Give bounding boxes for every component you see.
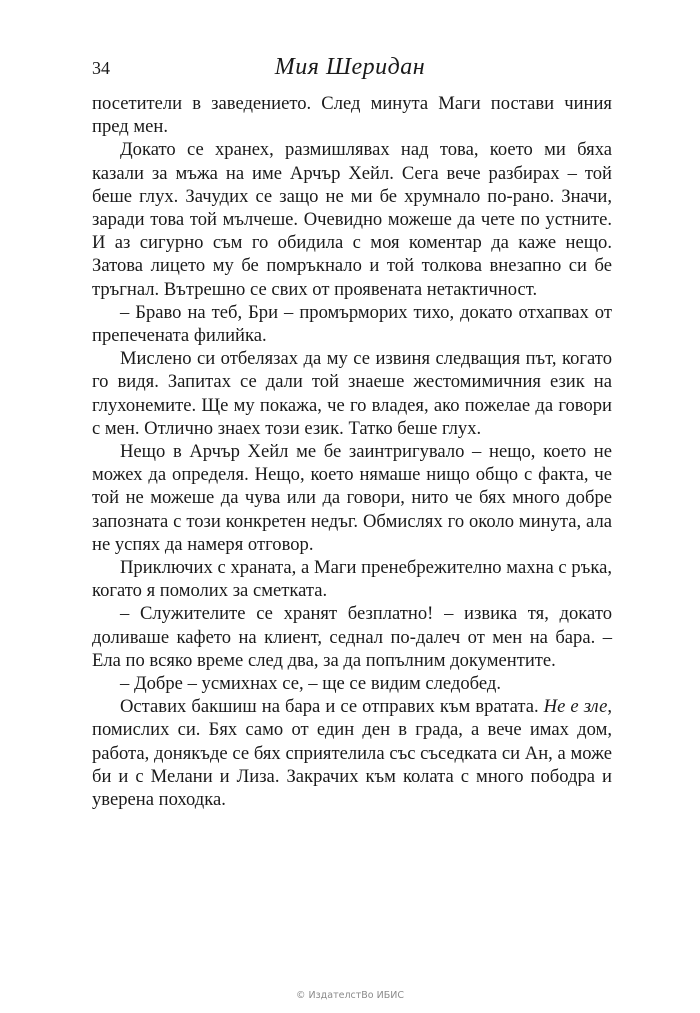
body-text bbox=[92, 92, 612, 811]
page-header bbox=[92, 54, 608, 84]
publisher-footer: © ИздателстВо ИБИС bbox=[296, 990, 404, 1001]
paragraph: Приключих с храната, а Маги пренебрежително махна с ръка, когато я помолих за сметката. bbox=[92, 557, 612, 602]
paragraph: Нещо в Арчър Хейл ме бе заинтригувало – нещо, което не можех да определя. Нещо, което нямаше нищо общо с факта, че той не можеше да чува или да говори, нито че бях много добре запозната с този конкретен недъг. Обмислях го около минута, ала не успях да намеря отговор. bbox=[92, 441, 612, 555]
page-number: 34 bbox=[92, 58, 110, 78]
paragraph: посетители в заведението. След минута Маги постави чиния пред мен. bbox=[92, 93, 612, 138]
paragraph-last bbox=[92, 695, 612, 811]
paragraph: – Браво на теб, Бри – промърморих тихо, докато отхапвах от препечената филийка. bbox=[92, 301, 612, 347]
running-head-author: Мия Шеридан bbox=[274, 54, 426, 80]
italic-phrase: Не е зле bbox=[543, 696, 608, 718]
paragraph: Мислено си отбелязах да му се извиня следващия път, когато го видя. Запитах се дали той знаеше жестомимичния език на глухонемите. Ще му покажа, че го владея, ако пожелае да говори с мен. Отлично знаех този език. Татко беше глух. bbox=[92, 348, 612, 439]
paragraph: Докато се хранех, размишлявах над това, което ми бяха казали за мъжа на име Арчър Хейл. Сега вече разбирах – той беше глух. Зачудих се защо не ми бе хрумнало по-рано. Значи, заради това той мълчеше. Очевидно можеше да чете по устните. И аз сигурно съм го обидила с моя коментар да каже нещо. Затова лицето му бе помръкнало и той толкова внезапно си бе тръгнал. Вътрешно се свих от проявената нетактичност. bbox=[92, 139, 612, 300]
paragraph: – Добре – усмихнах се, – ще се видим следобед. bbox=[120, 673, 501, 695]
paragraph: – Служителите се хранят безплатно! – извика тя, докато доливаше кафето на клиент, седнал по-далеч от мен на бара. – Ела по всяко време след два, за да попълним документите. bbox=[92, 603, 612, 671]
paragraph-text: Оставих бакшиш на бара и се отправих към вратата. bbox=[120, 696, 544, 718]
paragraph-text: , помислих си. Бях само от един ден в града, а вече имах дом, работа, донякъде се бях сприятелила със съседката си Ан, а може би и с Мелани и Лиза. Закрачих към колата с много пободра и уверена походка. bbox=[92, 696, 612, 811]
